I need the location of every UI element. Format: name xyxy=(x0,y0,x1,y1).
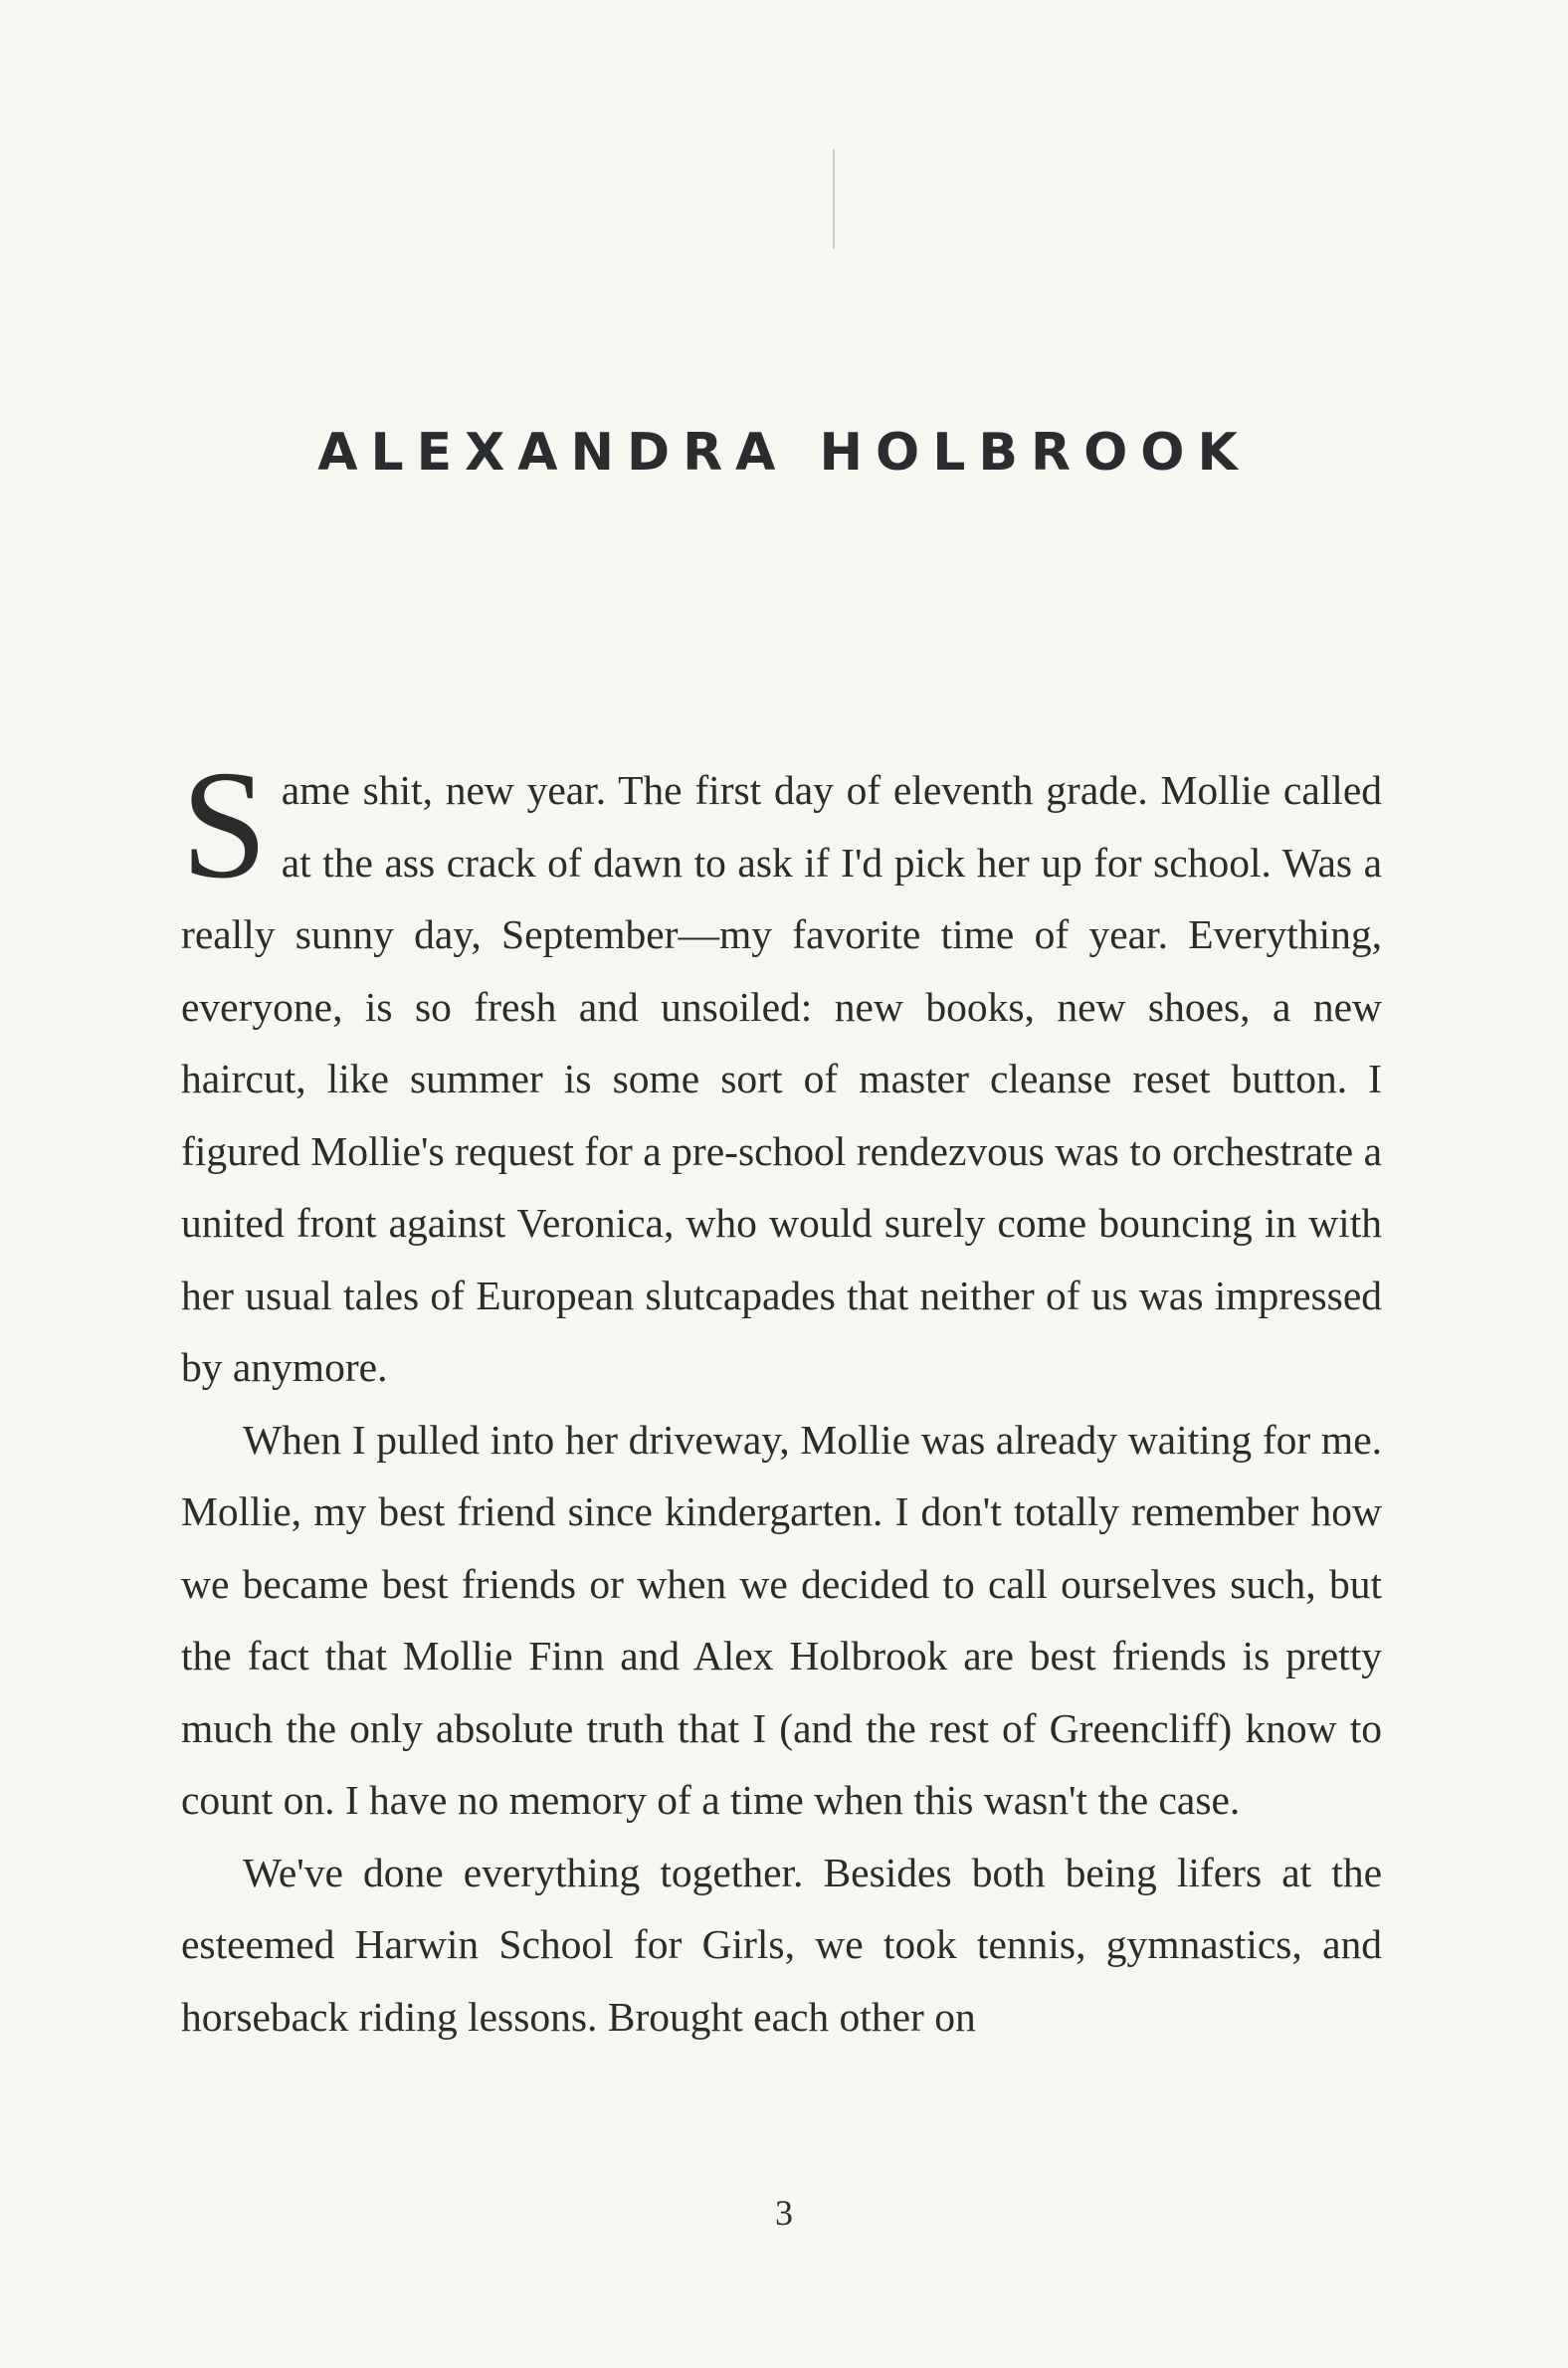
drop-cap: S xyxy=(181,738,268,910)
chapter-title: ALEXANDRA HOLBROOK xyxy=(317,423,1251,483)
chapter-body xyxy=(181,738,1382,2053)
paragraph-1-text: ame shit, new year. The first day of eleventh grade. Mollie called at the ass crack of dawn to ask if I'd pick her up for school. Was a really sunny day, September—my favorite time of year. Everything, everyone, is so fresh and unsoiled: new books, new shoes, a new haircut, like summer is some sort of master cleanse reset button. I figured Mollie's request for a pre-school rendezvous was to orchestrate a united front against Veronica, who would surely come bouncing in with her usual tales of European slutcapades that neither of us was impressed by anymore. xyxy=(181,767,1382,1390)
paragraph-3: We've done everything together. Besides both being lifers at the esteemed Harwin School for Girls, we took tennis, gymnastics, and horseback riding lessons. Brought each other on xyxy=(181,1849,1382,2040)
page-number: 3 xyxy=(775,2193,793,2233)
paragraph-2: When I pulled into her driveway, Mollie was already waiting for me. Mollie, my best friend since kindergarten. I don't totally remember how we became best friends or when we decided to call ourselves such, but the fact that Mollie Finn and Alex Holbrook are best friends is pretty much the only absolute truth that I (and the rest of Greencliff) know to count on. I have no memory of a time when this wasn't the case. xyxy=(181,1416,1382,1823)
scan-artifact-mark xyxy=(833,149,835,249)
paragraph-1 xyxy=(181,738,1382,1404)
